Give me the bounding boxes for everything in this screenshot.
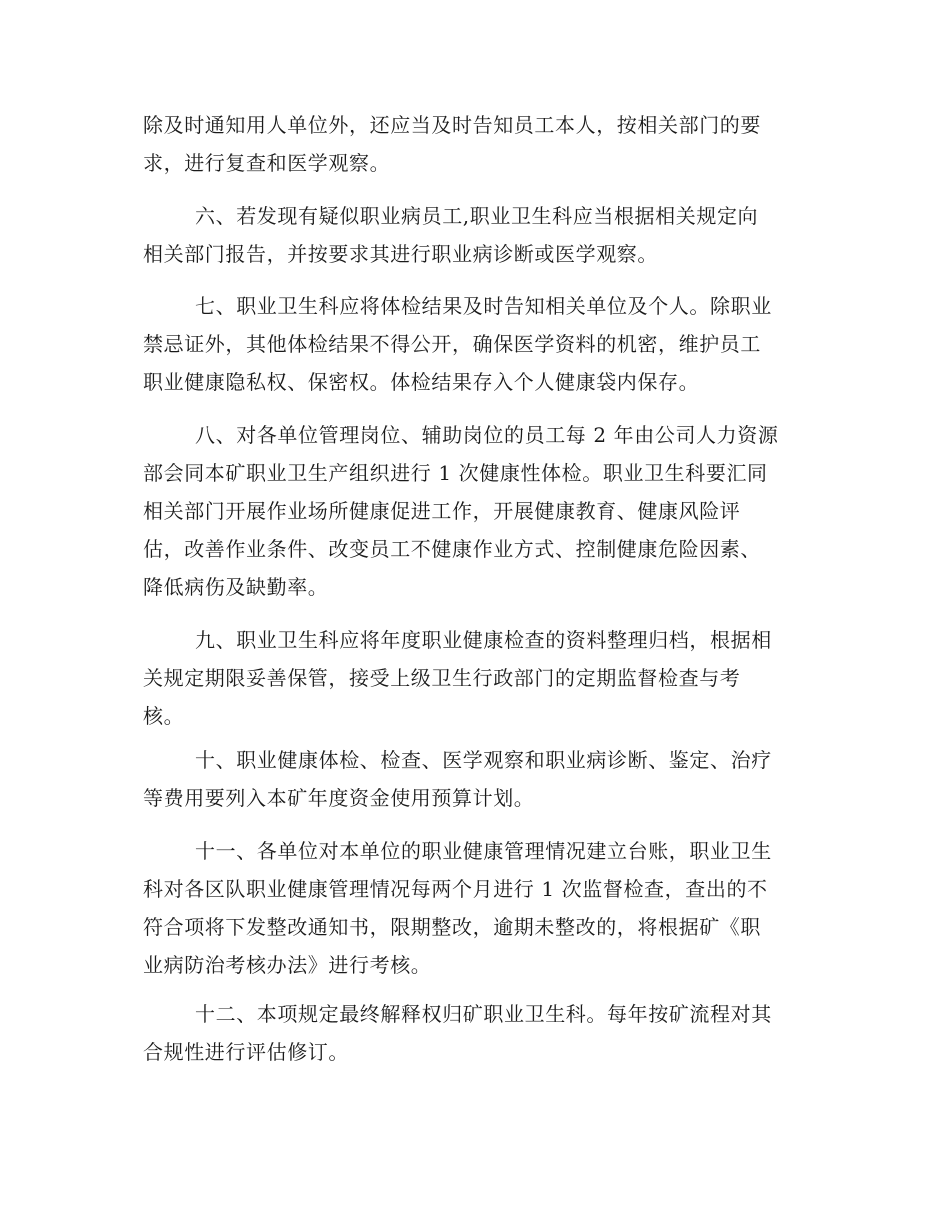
text-line: 十、职业健康体检、检查、医学观察和职业病诊断、鉴定、治疗	[195, 748, 772, 772]
text-line: 职业健康隐私权、保密权。体检结果存入个人健康袋内保存。	[143, 370, 700, 394]
text-line: 科对各区队职业健康管理情况每两个月进行 1 次监督检查，查出的不	[143, 877, 768, 901]
text-line: 符合项将下发整改通知书，限期整改，逾期未整改的，将根据矿《职	[143, 915, 761, 939]
text-line: 估，改善作业条件、改变员工不健康作业方式、控制健康危险因素、	[143, 537, 761, 561]
paragraph-item-7	[143, 287, 813, 401]
text-line: 求，进行复查和医学观察。	[143, 151, 391, 175]
paragraph-item-10	[143, 741, 813, 817]
text-line: 九、职业卫生科应将年度职业健康检查的资料整理归档，根据相	[195, 628, 772, 652]
text-line: 禁忌证外，其他体检结果不得公开，确保医学资料的机密，维护员工	[143, 332, 761, 356]
paragraph-item-6	[143, 197, 813, 273]
text-line: 十一、各单位对本单位的职业健康管理情况建立台账，职业卫生	[195, 839, 772, 863]
text-line: 合规性进行评估修订。	[143, 1040, 349, 1064]
text-line: 八、对各单位管理岗位、辅助岗位的员工每 2 年由公司人力资源	[195, 423, 779, 447]
text-line: 业病防治考核办法》进行考核。	[143, 953, 432, 977]
paragraph-item-11	[143, 832, 813, 984]
text-line: 等费用要列入本矿年度资金使用预算计划。	[143, 786, 535, 810]
text-line: 相关部门报告，并按要求其进行职业病诊断或医学观察。	[143, 242, 658, 266]
paragraph-item-12	[143, 995, 813, 1071]
text-line: 十二、本项规定最终解释权归矿职业卫生科。每年按矿流程对其	[195, 1002, 772, 1026]
paragraph-item-9	[143, 621, 813, 735]
text-line: 核。	[143, 704, 185, 728]
text-line: 降低病伤及缺勤率。	[143, 575, 329, 599]
text-line: 六、若发现有疑似职业病员工,职业卫生科应当根据相关规定向	[195, 204, 759, 228]
text-line: 相关部门开展作业场所健康促进工作，开展健康教育、健康风险评	[143, 499, 741, 523]
text-line: 除及时通知用人单位外，还应当及时告知员工本人，按相关部门的要	[143, 113, 761, 137]
text-line: 七、职业卫生科应将体检结果及时告知相关单位及个人。除职业	[195, 294, 772, 318]
paragraph-item-8	[143, 416, 813, 606]
text-line: 部会同本矿职业卫生产组织进行 1 次健康性体检。职业卫生科要汇同	[143, 461, 768, 485]
paragraph-continuation	[143, 106, 813, 182]
text-line: 关规定期限妥善保管，接受上级卫生行政部门的定期监督检查与考	[143, 666, 741, 690]
